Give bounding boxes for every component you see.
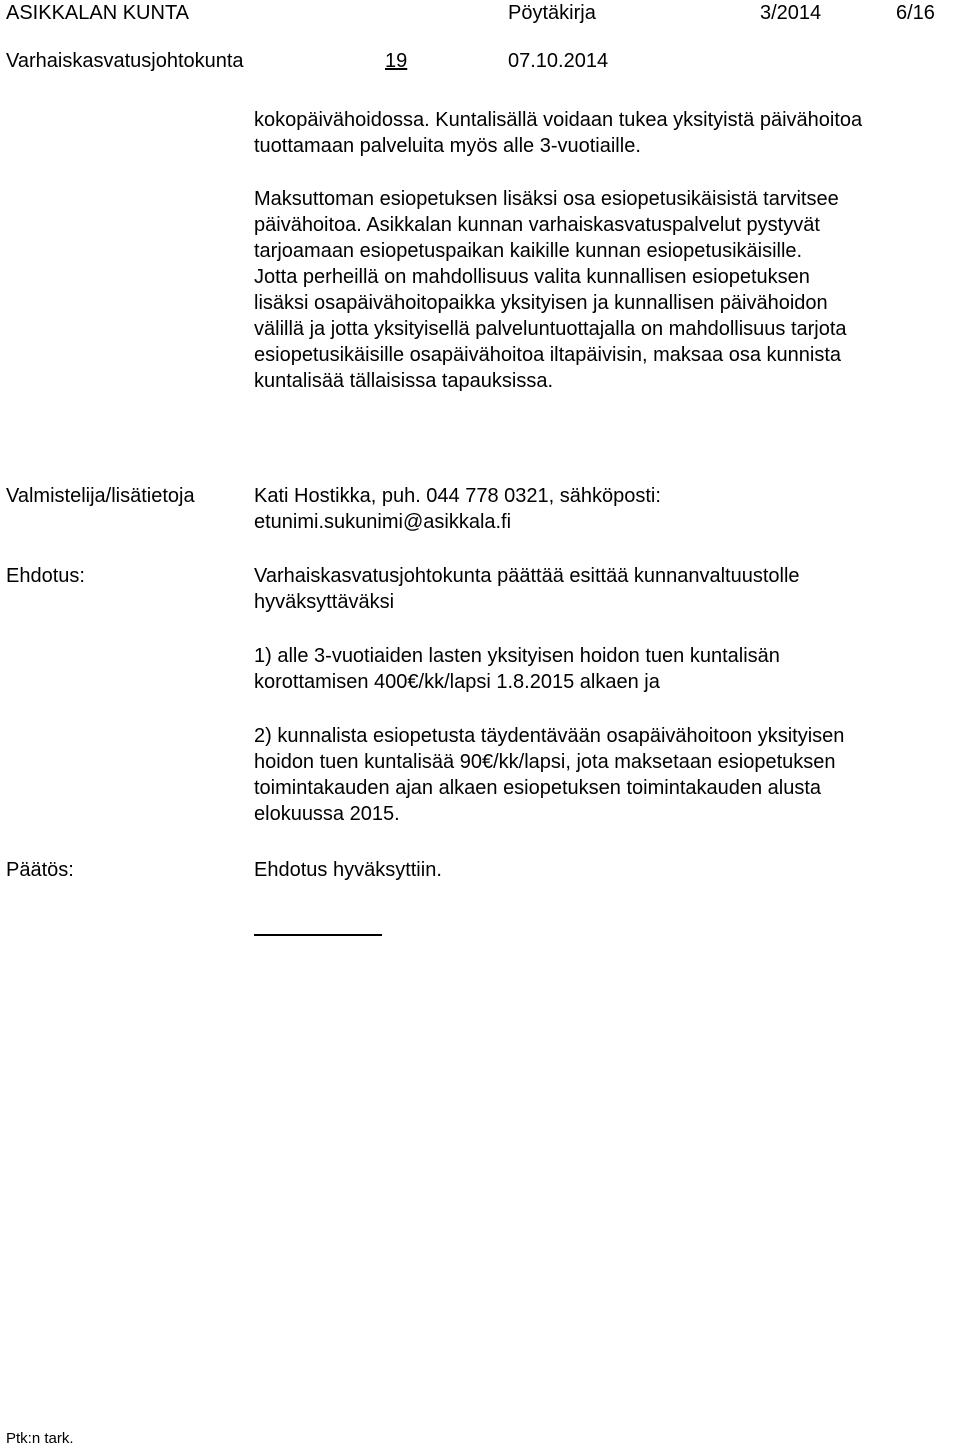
decision-text [254,857,954,883]
text-line: Kati Hostikka, puh. 044 778 0321, sähköposti: [254,485,661,507]
org-name: ASIKKALAN KUNTA [6,2,190,24]
text-line: toimintakauden ajan alkaen esiopetuksen toimintakauden alusta [254,777,822,799]
text-line: hoidon tuen kuntalisää 90€/kk/lapsi, jota maksetaan esiopetuksen [254,751,836,773]
proposal-item-2 [254,723,954,827]
text-line: Ehdotus hyväksyttiin. [254,859,442,881]
text-line: Maksuttoman esiopetuksen lisäksi osa esiopetusikäisistä tarvitsee [254,188,839,210]
preparer-info [254,483,954,535]
text-line: hyväksyttäväksi [254,591,395,613]
text-line: kuntalisää tällaisissa tapauksissa. [254,370,554,392]
proposal-intro [254,563,954,615]
governing-body: Varhaiskasvatusjohtokunta [6,50,244,72]
document-number: 3/2014 [760,2,822,24]
text-line: esiopetusikäisille osapäivähoitoa iltapäivisin, maksaa osa kunnista [254,344,842,366]
decision-label: Päätös: [6,859,74,881]
section-number: 19 [385,50,408,72]
text-line: tuottamaan palveluita myös alle 3-vuotiaille. [254,135,641,157]
meeting-date: 07.10.2014 [508,50,609,72]
text-line: Jotta perheillä on mahdollisuus valita kunnallisen esiopetuksen [254,266,810,288]
text-line: lisäksi osapäivähoitopaikka yksityisen ja kunnallisen päivähoidon [254,292,828,314]
preparer-label: Valmistelija/lisätietoja [6,485,195,507]
minutes-checker-label: Ptk:n tark. [6,1430,74,1447]
text-line: 1) alle 3-vuotiaiden lasten yksityisen hoidon tuen kuntalisän [254,645,780,667]
proposal-item-1 [254,643,954,695]
text-line: välillä ja jotta yksityisellä palveluntuottajalla on mahdollisuus tarjota [254,318,847,340]
text-line: kokopäivähoidossa. Kuntalisällä voidaan tukea yksityistä päivähoitoa [254,109,863,131]
signature-line [254,934,382,936]
text-line: korottamisen 400€/kk/lapsi 1.8.2015 alkaen ja [254,671,660,693]
text-line: tarjoamaan esiopetuspaikan kaikille kunnan esiopetusikäisille. [254,240,803,262]
paragraph-1 [254,107,954,159]
text-line: elokuussa 2015. [254,803,400,825]
text-line: päivähoitoa. Asikkalan kunnan varhaiskasvatuspalvelut pystyvät [254,214,820,236]
page-number: 6/16 [896,2,935,24]
paragraph-2 [254,186,954,394]
text-line: 2) kunnalista esiopetusta täydentävään osapäivähoitoon yksityisen [254,725,845,747]
text-line: etunimi.sukunimi@asikkala.fi [254,511,512,533]
document-type: Pöytäkirja [508,2,596,24]
proposal-label: Ehdotus: [6,565,85,587]
text-line: Varhaiskasvatusjohtokunta päättää esittää kunnanvaltuustolle [254,565,800,587]
